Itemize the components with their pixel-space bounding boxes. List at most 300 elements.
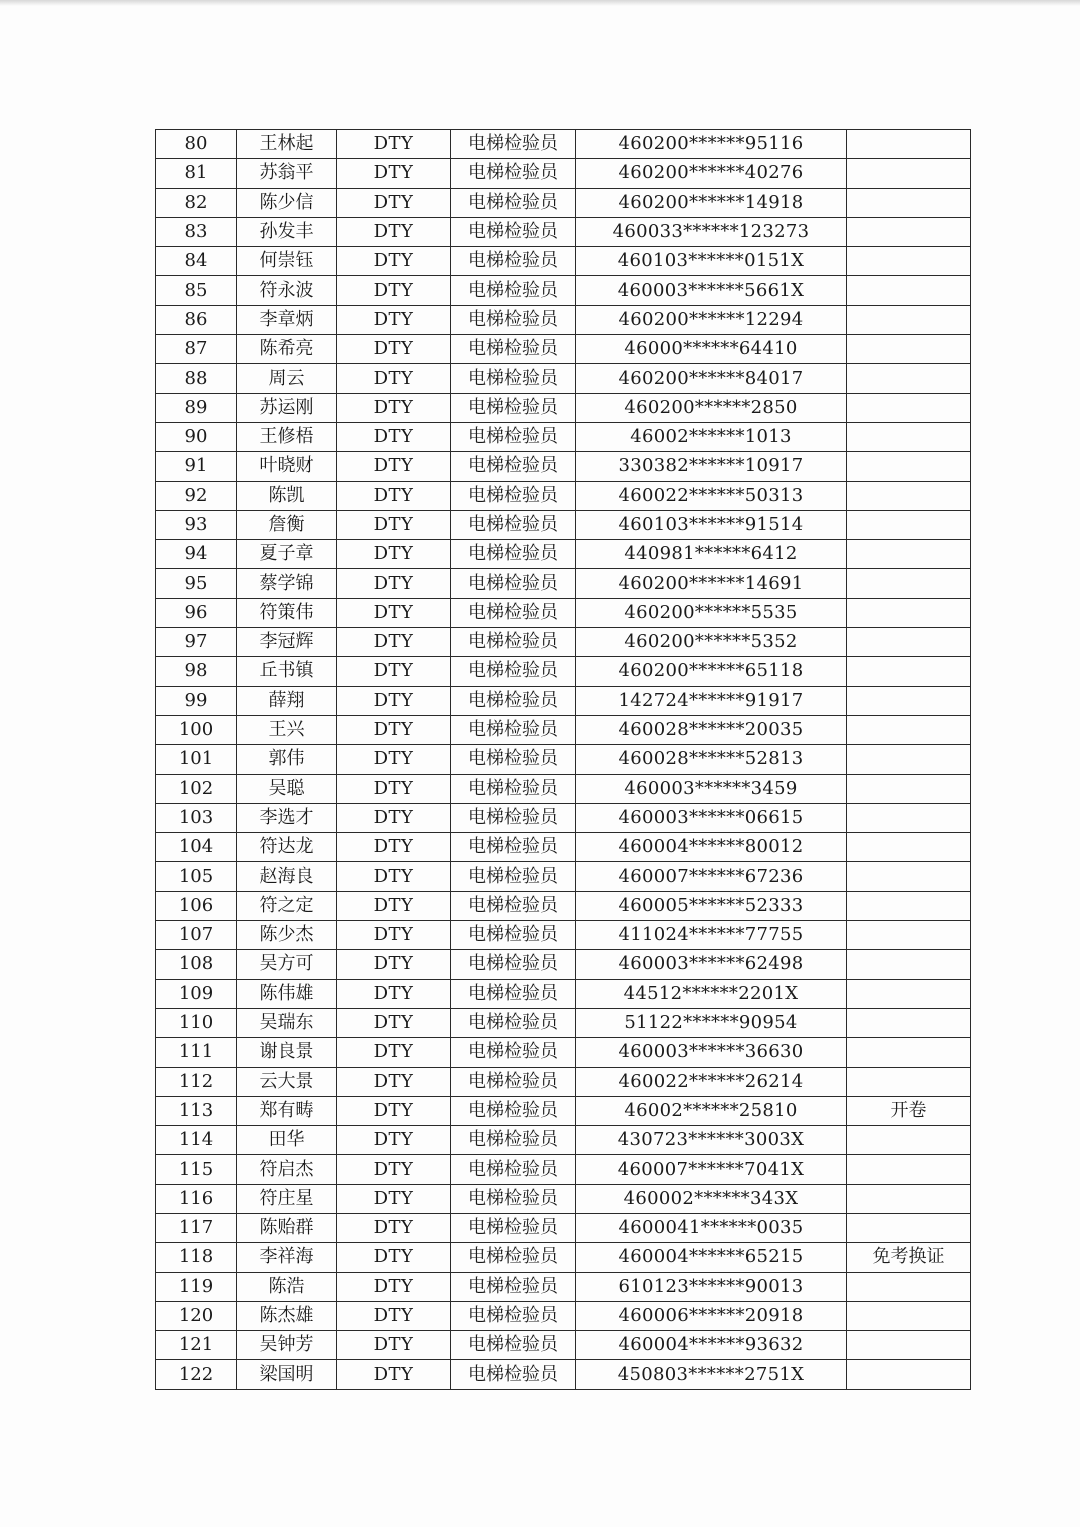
job-title-cell: 电梯检验员 xyxy=(451,598,576,627)
id-number-cell: 460004******93632 xyxy=(576,1331,847,1360)
row-number-cell: 87 xyxy=(156,335,237,364)
category-code-cell: DTY xyxy=(337,452,451,481)
person-name-cell: 陈伟雄 xyxy=(237,979,337,1008)
person-name-cell: 陈希亮 xyxy=(237,335,337,364)
person-name-cell: 田华 xyxy=(237,1126,337,1155)
table-row xyxy=(156,305,971,334)
table-row xyxy=(156,921,971,950)
id-number-cell: 460007******7041X xyxy=(576,1155,847,1184)
person-name-cell: 李祥海 xyxy=(237,1243,337,1272)
id-number-cell: 460005******52333 xyxy=(576,891,847,920)
category-code-cell: DTY xyxy=(337,803,451,832)
job-title-cell: 电梯检验员 xyxy=(451,452,576,481)
id-number-cell: 460200******5352 xyxy=(576,628,847,657)
person-name-cell: 詹衡 xyxy=(237,510,337,539)
id-number-cell: 460028******20035 xyxy=(576,715,847,744)
row-number-cell: 115 xyxy=(156,1155,237,1184)
category-code-cell: DTY xyxy=(337,1067,451,1096)
person-name-cell: 吴瑞东 xyxy=(237,1008,337,1037)
remark-cell xyxy=(847,1038,971,1067)
category-code-cell: DTY xyxy=(337,1331,451,1360)
row-number-cell: 90 xyxy=(156,422,237,451)
id-number-cell: 460028******52813 xyxy=(576,745,847,774)
remark-cell xyxy=(847,247,971,276)
id-number-cell: 46002******1013 xyxy=(576,422,847,451)
job-title-cell: 电梯检验员 xyxy=(451,1038,576,1067)
row-number-cell: 116 xyxy=(156,1184,237,1213)
category-code-cell: DTY xyxy=(337,364,451,393)
table-row xyxy=(156,950,971,979)
remark-cell xyxy=(847,1067,971,1096)
category-code-cell: DTY xyxy=(337,1272,451,1301)
category-code-cell: DTY xyxy=(337,745,451,774)
category-code-cell: DTY xyxy=(337,159,451,188)
remark-cell xyxy=(847,833,971,862)
table-row xyxy=(156,1184,971,1213)
person-name-cell: 赵海良 xyxy=(237,862,337,891)
person-name-cell: 吴聪 xyxy=(237,774,337,803)
row-number-cell: 104 xyxy=(156,833,237,862)
remark-cell xyxy=(847,598,971,627)
table-row xyxy=(156,1038,971,1067)
job-title-cell: 电梯检验员 xyxy=(451,774,576,803)
remark-cell xyxy=(847,276,971,305)
table-row xyxy=(156,1272,971,1301)
row-number-cell: 93 xyxy=(156,510,237,539)
category-code-cell: DTY xyxy=(337,628,451,657)
person-name-cell: 丘书镇 xyxy=(237,657,337,686)
row-number-cell: 85 xyxy=(156,276,237,305)
row-number-cell: 88 xyxy=(156,364,237,393)
job-title-cell: 电梯检验员 xyxy=(451,833,576,862)
table-row xyxy=(156,862,971,891)
person-name-cell: 符庄星 xyxy=(237,1184,337,1213)
job-title-cell: 电梯检验员 xyxy=(451,422,576,451)
row-number-cell: 110 xyxy=(156,1008,237,1037)
row-number-cell: 103 xyxy=(156,803,237,832)
job-title-cell: 电梯检验员 xyxy=(451,1126,576,1155)
row-number-cell: 108 xyxy=(156,950,237,979)
category-code-cell: DTY xyxy=(337,1243,451,1272)
remark-cell xyxy=(847,1213,971,1242)
id-number-cell: 460200******12294 xyxy=(576,305,847,334)
category-code-cell: DTY xyxy=(337,540,451,569)
job-title-cell: 电梯检验员 xyxy=(451,1067,576,1096)
table-row xyxy=(156,774,971,803)
person-name-cell: 孙发丰 xyxy=(237,217,337,246)
table-row xyxy=(156,1126,971,1155)
job-title-cell: 电梯检验员 xyxy=(451,1184,576,1213)
table-row xyxy=(156,598,971,627)
person-name-cell: 叶晓财 xyxy=(237,452,337,481)
id-number-cell: 460200******95116 xyxy=(576,130,847,159)
remark-cell xyxy=(847,1331,971,1360)
id-number-cell: 460200******65118 xyxy=(576,657,847,686)
category-code-cell: DTY xyxy=(337,188,451,217)
remark-cell xyxy=(847,745,971,774)
id-number-cell: 460103******0151X xyxy=(576,247,847,276)
category-code-cell: DTY xyxy=(337,276,451,305)
person-name-cell: 王兴 xyxy=(237,715,337,744)
person-name-cell: 陈贻群 xyxy=(237,1213,337,1242)
row-number-cell: 89 xyxy=(156,393,237,422)
row-number-cell: 102 xyxy=(156,774,237,803)
job-title-cell: 电梯检验员 xyxy=(451,247,576,276)
id-number-cell: 460022******50313 xyxy=(576,481,847,510)
id-number-cell: 411024******77755 xyxy=(576,921,847,950)
remark-cell xyxy=(847,159,971,188)
id-number-cell: 142724******91917 xyxy=(576,686,847,715)
table-row xyxy=(156,393,971,422)
id-number-cell: 4600041******0035 xyxy=(576,1213,847,1242)
remark-cell xyxy=(847,188,971,217)
row-number-cell: 83 xyxy=(156,217,237,246)
row-number-cell: 98 xyxy=(156,657,237,686)
category-code-cell: DTY xyxy=(337,569,451,598)
id-number-cell: 440981******6412 xyxy=(576,540,847,569)
job-title-cell: 电梯检验员 xyxy=(451,569,576,598)
id-number-cell: 460103******91514 xyxy=(576,510,847,539)
person-name-cell: 薛翔 xyxy=(237,686,337,715)
job-title-cell: 电梯检验员 xyxy=(451,1213,576,1242)
person-name-cell: 苏翁平 xyxy=(237,159,337,188)
remark-cell xyxy=(847,657,971,686)
row-number-cell: 122 xyxy=(156,1360,237,1389)
row-number-cell: 106 xyxy=(156,891,237,920)
roster-body xyxy=(156,130,971,1390)
category-code-cell: DTY xyxy=(337,833,451,862)
remark-cell xyxy=(847,686,971,715)
id-number-cell: 460003******06615 xyxy=(576,803,847,832)
person-name-cell: 蔡学锦 xyxy=(237,569,337,598)
id-number-cell: 460002******343X xyxy=(576,1184,847,1213)
table-row xyxy=(156,1155,971,1184)
table-row xyxy=(156,1301,971,1330)
job-title-cell: 电梯检验员 xyxy=(451,1096,576,1125)
person-name-cell: 谢良景 xyxy=(237,1038,337,1067)
category-code-cell: DTY xyxy=(337,774,451,803)
row-number-cell: 81 xyxy=(156,159,237,188)
person-name-cell: 李选才 xyxy=(237,803,337,832)
table-row xyxy=(156,803,971,832)
id-number-cell: 46000******64410 xyxy=(576,335,847,364)
table-row xyxy=(156,510,971,539)
row-number-cell: 96 xyxy=(156,598,237,627)
person-name-cell: 陈凯 xyxy=(237,481,337,510)
table-row xyxy=(156,891,971,920)
job-title-cell: 电梯检验员 xyxy=(451,481,576,510)
remark-cell xyxy=(847,569,971,598)
job-title-cell: 电梯检验员 xyxy=(451,188,576,217)
remark-cell xyxy=(847,510,971,539)
person-name-cell: 陈杰雄 xyxy=(237,1301,337,1330)
table-row xyxy=(156,833,971,862)
id-number-cell: 460003******3459 xyxy=(576,774,847,803)
job-title-cell: 电梯检验员 xyxy=(451,686,576,715)
category-code-cell: DTY xyxy=(337,510,451,539)
remark-cell xyxy=(847,1008,971,1037)
id-number-cell: 460200******2850 xyxy=(576,393,847,422)
remark-cell: 免考换证 xyxy=(847,1243,971,1272)
job-title-cell: 电梯检验员 xyxy=(451,862,576,891)
job-title-cell: 电梯检验员 xyxy=(451,217,576,246)
table-row xyxy=(156,1331,971,1360)
id-number-cell: 460033******123273 xyxy=(576,217,847,246)
job-title-cell: 电梯检验员 xyxy=(451,364,576,393)
row-number-cell: 105 xyxy=(156,862,237,891)
row-number-cell: 111 xyxy=(156,1038,237,1067)
table-row xyxy=(156,979,971,1008)
category-code-cell: DTY xyxy=(337,422,451,451)
person-name-cell: 云大景 xyxy=(237,1067,337,1096)
id-number-cell: 460004******80012 xyxy=(576,833,847,862)
id-number-cell: 44512******2201X xyxy=(576,979,847,1008)
id-number-cell: 430723******3003X xyxy=(576,1126,847,1155)
remark-cell xyxy=(847,1126,971,1155)
row-number-cell: 101 xyxy=(156,745,237,774)
category-code-cell: DTY xyxy=(337,1008,451,1037)
remark-cell xyxy=(847,364,971,393)
id-number-cell: 460200******5535 xyxy=(576,598,847,627)
remark-cell xyxy=(847,1184,971,1213)
row-number-cell: 113 xyxy=(156,1096,237,1125)
remark-cell xyxy=(847,921,971,950)
row-number-cell: 100 xyxy=(156,715,237,744)
remark-cell xyxy=(847,217,971,246)
job-title-cell: 电梯检验员 xyxy=(451,305,576,334)
person-name-cell: 吴钟芳 xyxy=(237,1331,337,1360)
remark-cell xyxy=(847,950,971,979)
category-code-cell: DTY xyxy=(337,1038,451,1067)
table-row xyxy=(156,569,971,598)
id-number-cell: 460003******5661X xyxy=(576,276,847,305)
table-row xyxy=(156,1096,971,1125)
remark-cell xyxy=(847,452,971,481)
id-number-cell: 460003******62498 xyxy=(576,950,847,979)
category-code-cell: DTY xyxy=(337,1213,451,1242)
id-number-cell: 460022******26214 xyxy=(576,1067,847,1096)
remark-cell xyxy=(847,715,971,744)
category-code-cell: DTY xyxy=(337,921,451,950)
job-title-cell: 电梯检验员 xyxy=(451,950,576,979)
person-name-cell: 陈少杰 xyxy=(237,921,337,950)
id-number-cell: 610123******90013 xyxy=(576,1272,847,1301)
job-title-cell: 电梯检验员 xyxy=(451,1331,576,1360)
job-title-cell: 电梯检验员 xyxy=(451,715,576,744)
person-name-cell: 郭伟 xyxy=(237,745,337,774)
remark-cell xyxy=(847,335,971,364)
inspector-roster-table xyxy=(155,129,971,1390)
table-row xyxy=(156,1213,971,1242)
category-code-cell: DTY xyxy=(337,598,451,627)
row-number-cell: 94 xyxy=(156,540,237,569)
table-row xyxy=(156,276,971,305)
row-number-cell: 91 xyxy=(156,452,237,481)
table-row xyxy=(156,335,971,364)
remark-cell xyxy=(847,481,971,510)
id-number-cell: 330382******10917 xyxy=(576,452,847,481)
remark-cell xyxy=(847,393,971,422)
job-title-cell: 电梯检验员 xyxy=(451,1155,576,1184)
row-number-cell: 95 xyxy=(156,569,237,598)
job-title-cell: 电梯检验员 xyxy=(451,979,576,1008)
table-row xyxy=(156,540,971,569)
category-code-cell: DTY xyxy=(337,950,451,979)
job-title-cell: 电梯检验员 xyxy=(451,540,576,569)
id-number-cell: 460200******14918 xyxy=(576,188,847,217)
row-number-cell: 82 xyxy=(156,188,237,217)
category-code-cell: DTY xyxy=(337,305,451,334)
row-number-cell: 118 xyxy=(156,1243,237,1272)
id-number-cell: 450803******2751X xyxy=(576,1360,847,1389)
category-code-cell: DTY xyxy=(337,1096,451,1125)
person-name-cell: 周云 xyxy=(237,364,337,393)
category-code-cell: DTY xyxy=(337,657,451,686)
table-row xyxy=(156,657,971,686)
remark-cell xyxy=(847,1155,971,1184)
category-code-cell: DTY xyxy=(337,481,451,510)
job-title-cell: 电梯检验员 xyxy=(451,803,576,832)
category-code-cell: DTY xyxy=(337,891,451,920)
scan-edge xyxy=(0,0,1080,6)
job-title-cell: 电梯检验员 xyxy=(451,276,576,305)
category-code-cell: DTY xyxy=(337,247,451,276)
person-name-cell: 郑有畴 xyxy=(237,1096,337,1125)
person-name-cell: 王修梧 xyxy=(237,422,337,451)
row-number-cell: 84 xyxy=(156,247,237,276)
remark-cell xyxy=(847,891,971,920)
table-row xyxy=(156,217,971,246)
category-code-cell: DTY xyxy=(337,130,451,159)
job-title-cell: 电梯检验员 xyxy=(451,1243,576,1272)
row-number-cell: 99 xyxy=(156,686,237,715)
row-number-cell: 120 xyxy=(156,1301,237,1330)
remark-cell xyxy=(847,1301,971,1330)
table-row xyxy=(156,1243,971,1272)
remark-cell xyxy=(847,1360,971,1389)
person-name-cell: 吴方可 xyxy=(237,950,337,979)
table-row xyxy=(156,745,971,774)
table-row xyxy=(156,364,971,393)
remark-cell xyxy=(847,1272,971,1301)
id-number-cell: 460006******20918 xyxy=(576,1301,847,1330)
category-code-cell: DTY xyxy=(337,715,451,744)
id-number-cell: 46002******25810 xyxy=(576,1096,847,1125)
row-number-cell: 117 xyxy=(156,1213,237,1242)
id-number-cell: 460200******84017 xyxy=(576,364,847,393)
remark-cell xyxy=(847,979,971,1008)
job-title-cell: 电梯检验员 xyxy=(451,159,576,188)
job-title-cell: 电梯检验员 xyxy=(451,130,576,159)
category-code-cell: DTY xyxy=(337,862,451,891)
job-title-cell: 电梯检验员 xyxy=(451,745,576,774)
remark-cell xyxy=(847,305,971,334)
person-name-cell: 夏子章 xyxy=(237,540,337,569)
person-name-cell: 王林起 xyxy=(237,130,337,159)
table-row xyxy=(156,452,971,481)
category-code-cell: DTY xyxy=(337,1301,451,1330)
table-row xyxy=(156,686,971,715)
job-title-cell: 电梯检验员 xyxy=(451,1301,576,1330)
row-number-cell: 114 xyxy=(156,1126,237,1155)
remark-cell: 开卷 xyxy=(847,1096,971,1125)
row-number-cell: 92 xyxy=(156,481,237,510)
category-code-cell: DTY xyxy=(337,393,451,422)
remark-cell xyxy=(847,540,971,569)
table-row xyxy=(156,247,971,276)
person-name-cell: 符达龙 xyxy=(237,833,337,862)
remark-cell xyxy=(847,774,971,803)
person-name-cell: 符策伟 xyxy=(237,598,337,627)
person-name-cell: 梁国明 xyxy=(237,1360,337,1389)
remark-cell xyxy=(847,130,971,159)
table-row xyxy=(156,1008,971,1037)
table-row xyxy=(156,1067,971,1096)
row-number-cell: 109 xyxy=(156,979,237,1008)
row-number-cell: 86 xyxy=(156,305,237,334)
table-row xyxy=(156,159,971,188)
category-code-cell: DTY xyxy=(337,1360,451,1389)
id-number-cell: 460200******40276 xyxy=(576,159,847,188)
table-row xyxy=(156,628,971,657)
table-row xyxy=(156,188,971,217)
id-number-cell: 51122******90954 xyxy=(576,1008,847,1037)
table-row xyxy=(156,481,971,510)
person-name-cell: 陈少信 xyxy=(237,188,337,217)
row-number-cell: 112 xyxy=(156,1067,237,1096)
person-name-cell: 陈浩 xyxy=(237,1272,337,1301)
category-code-cell: DTY xyxy=(337,217,451,246)
remark-cell xyxy=(847,862,971,891)
person-name-cell: 李章炳 xyxy=(237,305,337,334)
id-number-cell: 460007******67236 xyxy=(576,862,847,891)
job-title-cell: 电梯检验员 xyxy=(451,510,576,539)
row-number-cell: 121 xyxy=(156,1331,237,1360)
person-name-cell: 苏运刚 xyxy=(237,393,337,422)
job-title-cell: 电梯检验员 xyxy=(451,628,576,657)
category-code-cell: DTY xyxy=(337,686,451,715)
job-title-cell: 电梯检验员 xyxy=(451,1360,576,1389)
id-number-cell: 460200******14691 xyxy=(576,569,847,598)
id-number-cell: 460003******36630 xyxy=(576,1038,847,1067)
job-title-cell: 电梯检验员 xyxy=(451,891,576,920)
person-name-cell: 符之定 xyxy=(237,891,337,920)
category-code-cell: DTY xyxy=(337,979,451,1008)
row-number-cell: 80 xyxy=(156,130,237,159)
category-code-cell: DTY xyxy=(337,1184,451,1213)
table-row xyxy=(156,130,971,159)
job-title-cell: 电梯检验员 xyxy=(451,1272,576,1301)
table-row xyxy=(156,422,971,451)
table-row xyxy=(156,1360,971,1389)
category-code-cell: DTY xyxy=(337,1126,451,1155)
category-code-cell: DTY xyxy=(337,335,451,364)
id-number-cell: 460004******65215 xyxy=(576,1243,847,1272)
person-name-cell: 李冠辉 xyxy=(237,628,337,657)
remark-cell xyxy=(847,422,971,451)
row-number-cell: 119 xyxy=(156,1272,237,1301)
job-title-cell: 电梯检验员 xyxy=(451,921,576,950)
row-number-cell: 107 xyxy=(156,921,237,950)
category-code-cell: DTY xyxy=(337,1155,451,1184)
person-name-cell: 符永波 xyxy=(237,276,337,305)
person-name-cell: 何崇钰 xyxy=(237,247,337,276)
row-number-cell: 97 xyxy=(156,628,237,657)
remark-cell xyxy=(847,628,971,657)
job-title-cell: 电梯检验员 xyxy=(451,335,576,364)
person-name-cell: 符启杰 xyxy=(237,1155,337,1184)
table-row xyxy=(156,715,971,744)
